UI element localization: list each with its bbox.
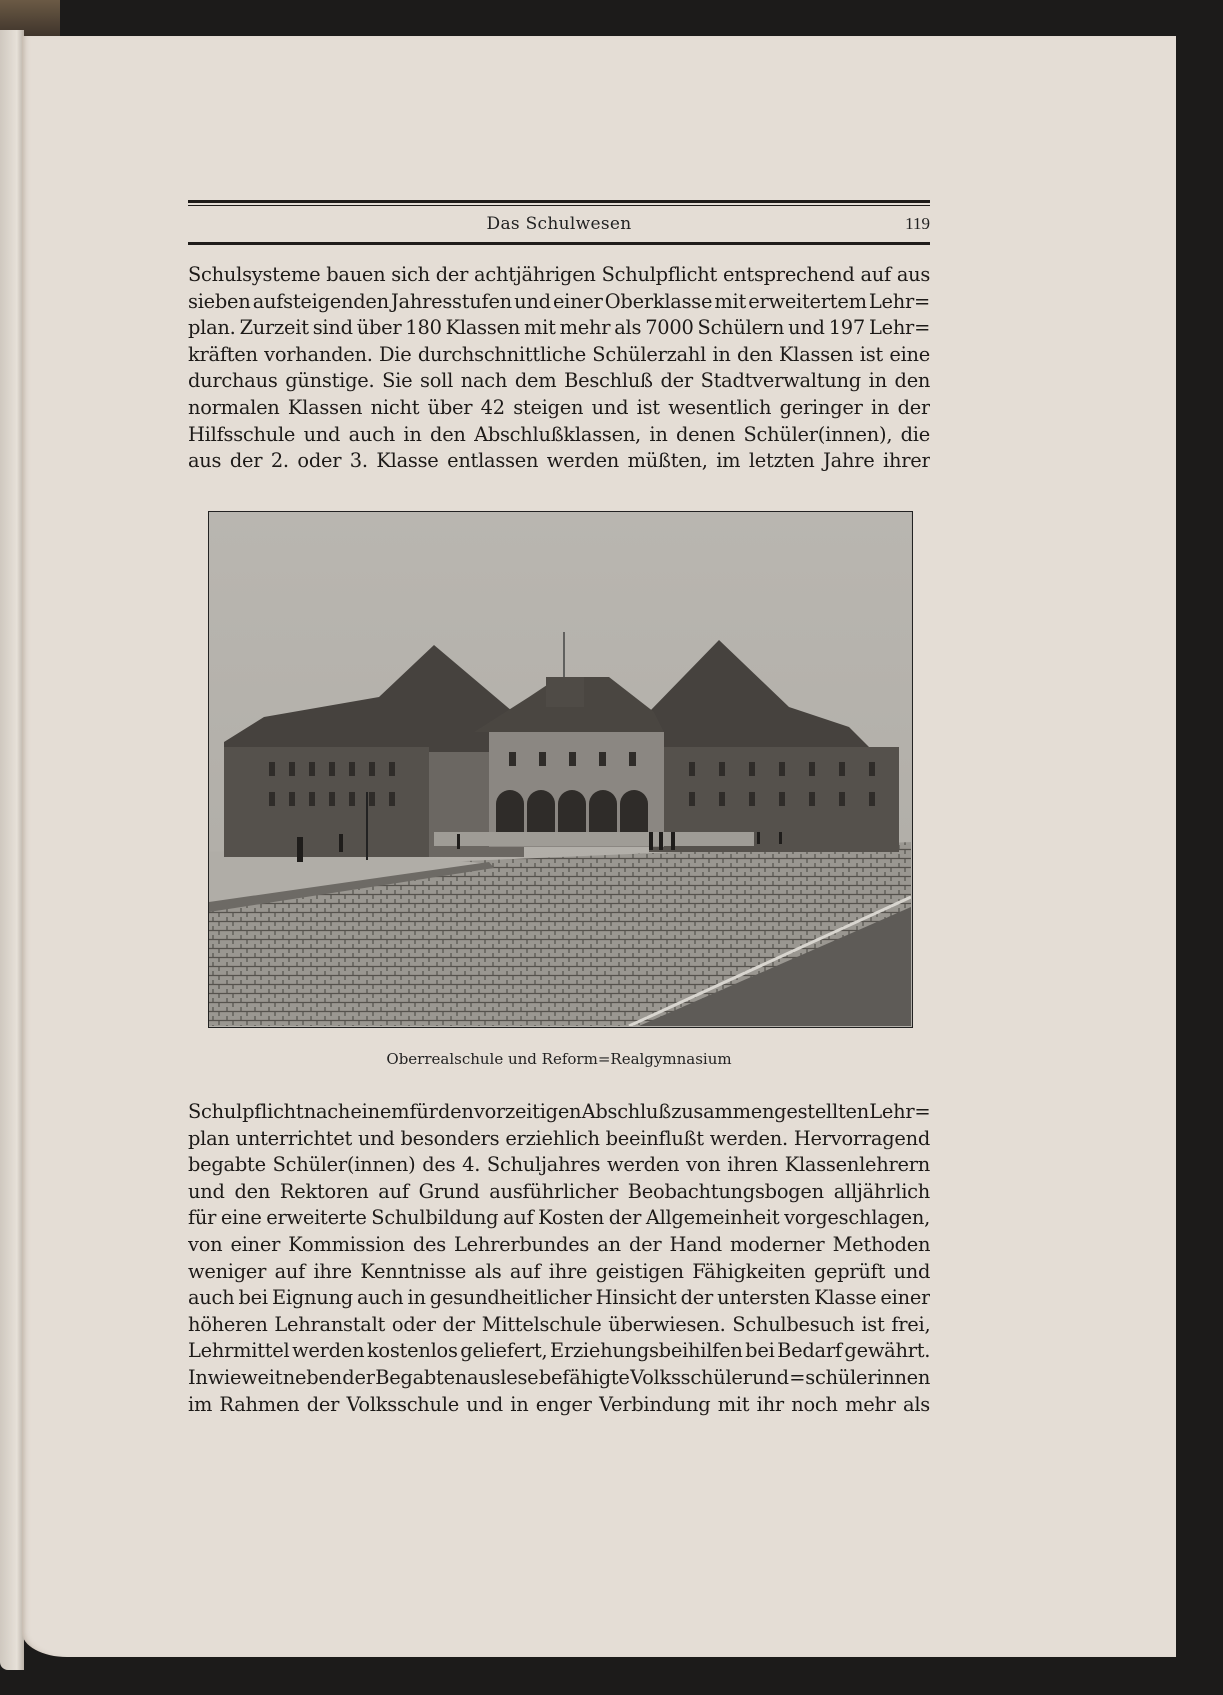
header-rule-bottom [188, 242, 930, 245]
text-line: sieben aufsteigenden Jahresstufen und einer Oberklasse mit erweitertem Lehr= [188, 289, 930, 313]
text-line: höheren Lehranstalt oder der Mittelschule überwiesen. Schulbesuch ist frei, [188, 1312, 930, 1336]
left-wing-facade [224, 747, 429, 857]
text-line: Inwieweit neben der Begabtenauslese befähigte Volksschüler und =schülerinnen [188, 1365, 930, 1389]
text-line: für eine erweiterte Schulbildung auf Kosten der Allgemeinheit vorgeschlagen, [188, 1206, 930, 1230]
text-line: normalen Klassen nicht über 42 steigen und ist wesentlich geringer in der [188, 395, 930, 419]
text-line: Lehrmittel werden kostenlos geliefert, Erziehungsbeihilfen bei Bedarf gewährt. [188, 1339, 930, 1363]
text-line: und den Rektoren auf Grund ausführlicher Beobachtungsbogen alljährlich [188, 1179, 930, 1203]
figure-caption: Oberrealschule und Reform=Realgymnasium [386, 1050, 732, 1068]
building-illustration [209, 512, 911, 1026]
text-line: Schulsysteme bauen sich der achtjährigen Schulpflicht entsprechend auf aus [188, 263, 930, 286]
paragraph-1 [188, 262, 930, 475]
text-line: im Rahmen der Volksschule und in enger Verbindung mit ihr noch mehr als [188, 1392, 930, 1416]
school-building-photo [208, 511, 913, 1028]
clock-tower [546, 677, 584, 707]
text-line: weniger auf ihre Kenntnisse als auf ihre geistigen Fähigkeiten geprüft und [188, 1259, 930, 1283]
text-line: aus der 2. oder 3. Klasse entlassen werden müßten, im letzten Jahre ihrer [188, 449, 930, 473]
arcade [496, 790, 648, 832]
facing-page-edge [0, 30, 24, 1670]
text-line: kräften vorhanden. Die durchschnittliche Schülerzahl in den Klassen ist eine [188, 342, 930, 366]
paragraph-2 [188, 1099, 930, 1418]
text-line: begabte Schüler(innen) des 4. Schuljahres werden von ihren Klassenlehrern [188, 1153, 930, 1177]
text-line: plan unterrichtet und besonders erziehlich beeinflußt werden. Hervorragend [188, 1126, 930, 1150]
text-line: von einer Kommission des Lehrerbundes an der Hand moderner Methoden [188, 1232, 930, 1256]
railing [434, 832, 754, 846]
running-title: Das Schulwesen [486, 214, 632, 234]
header-rule-top-thin [188, 205, 930, 206]
text-line: Hilfsschule und auch in den Abschlußklassen, in denen Schüler(innen), die [188, 422, 930, 446]
page-number: 119 [905, 214, 930, 233]
header-rule-top-thick [188, 200, 930, 203]
text-line: plan. Zurzeit sind über 180 Klassen mit mehr als 7000 Schülern und 197 Lehr= [188, 316, 930, 340]
text-line: Schulpflicht nach einem für den vorzeitigen Abschluß zusammengestellten Lehr= [188, 1100, 930, 1123]
text-line: durchaus günstige. Sie soll nach dem Beschluß der Stadtverwaltung in den [188, 369, 930, 393]
text-line: auch bei Eignung auch in gesundheitlicher Hinsicht der untersten Klasse einer [188, 1286, 930, 1310]
